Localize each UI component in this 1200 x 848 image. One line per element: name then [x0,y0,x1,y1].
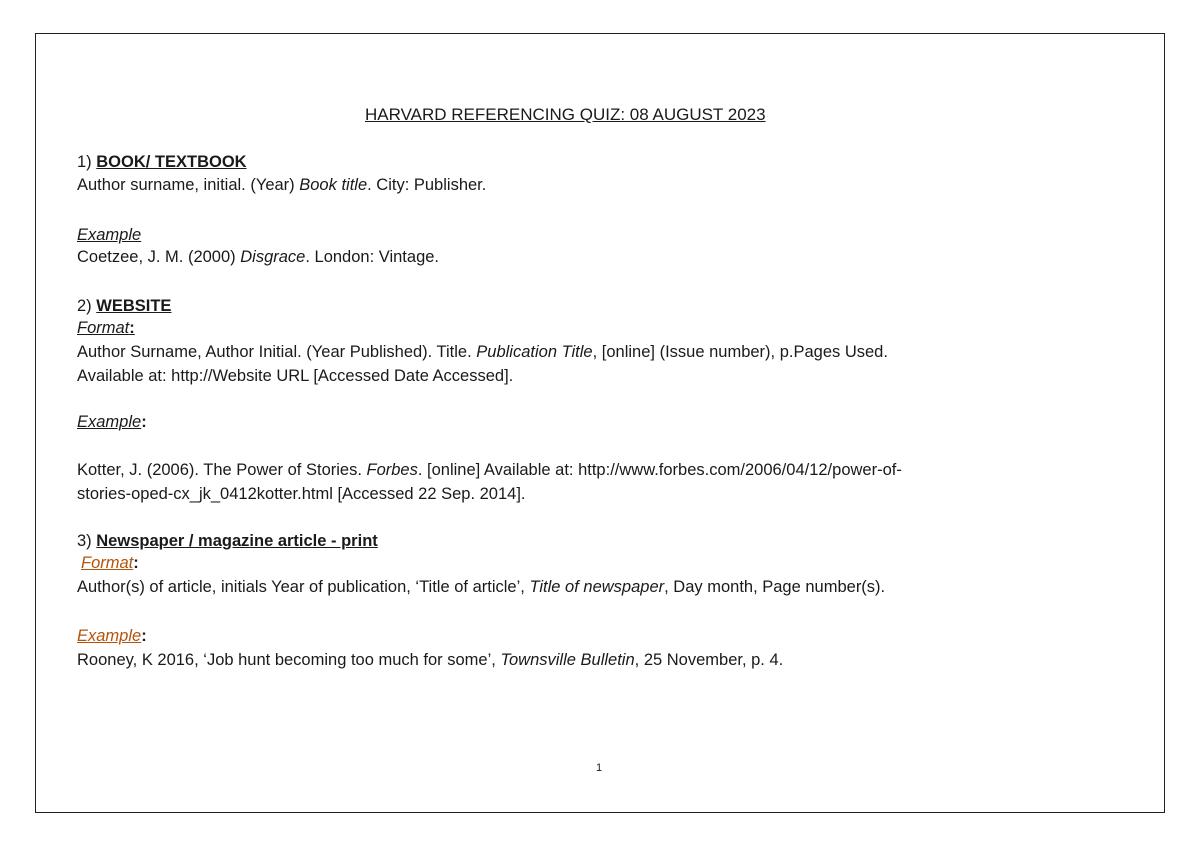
section1-format-tail: . City: Publisher. [367,176,487,194]
page-frame [35,33,1165,813]
section2-example-colon: : [141,413,147,431]
section1-heading-line [77,152,247,173]
section2-example [77,460,902,481]
section3-example-italic: Townsville Bulletin [500,651,635,669]
section1-example-text: Coetzee, J. M. (2000) [77,248,241,266]
section3-heading: Newspaper / magazine article - print [96,532,378,550]
section3-example-label: Example [77,627,142,645]
section1-example-label-line [77,225,141,246]
section3-format-label-line [81,553,139,574]
section2-format-colon: : [129,319,135,337]
section1-number: 1) [77,153,97,171]
section3-example-colon: : [141,627,147,645]
section2-format-tail: , [online] (Issue number), p.Pages Used. [592,343,888,361]
section2-example-text: Kotter, J. (2006). The Power of Stories. [77,461,367,479]
section3-example-label-line [77,626,147,647]
section3-number: 3) [77,532,97,550]
section3-format-tail: , Day month, Page number(s). [664,578,886,596]
document-title: HARVARD REFERENCING QUIZ: 08 AUGUST 2023 [365,105,766,124]
section2-format-label: Format [77,319,130,337]
section3-format-colon: : [133,554,139,572]
section1-example-tail: . London: Vintage. [305,248,440,266]
section2-example-line2: stories-oped-cx_jk_0412kotter.html [Accessed 22 Sep. 2014]. [77,485,526,503]
section3-format-italic: Title of newspaper [529,578,665,596]
section3-format [77,577,885,598]
section1-format [77,175,486,196]
section1-example-italic: Disgrace [240,248,306,266]
section1-format-text: Author surname, initial. (Year) [77,176,300,194]
section2-format-line2: Available at: http://Website URL [Accessed Date Accessed]. [77,367,514,385]
section1-example [77,247,439,268]
section1-heading: BOOK/ TEXTBOOK [96,153,247,171]
section3-format-label: Format [81,554,134,572]
section2-example-italic: Forbes [366,461,418,479]
section2-heading: WEBSITE [96,297,172,315]
section2-heading-line [77,296,171,317]
section2-example-label: Example [77,413,142,431]
section2-format-italic: Publication Title [476,343,593,361]
section2-format-label-line [77,318,135,339]
section3-heading-line [77,531,378,552]
section2-number: 2) [77,297,97,315]
section2-example-label-line [77,412,147,433]
section3-format-text: Author(s) of article, initials Year of publication, ‘Title of article’, [77,578,530,596]
section1-example-label: Example [77,226,142,244]
section1-format-italic: Book title [299,176,368,194]
section2-example-tail: . [online] Available at: http://www.forbes.com/2006/04/12/power-of- [417,461,902,479]
section3-example-text: Rooney, K 2016, ‘Job hunt becoming too much for some’, [77,651,501,669]
section3-example [77,650,783,671]
section2-format [77,342,888,363]
section2-format-text: Author Surname, Author Initial. (Year Published). Title. [77,343,477,361]
section3-example-tail: , 25 November, p. 4. [634,651,784,669]
page-number: 1 [596,762,603,774]
